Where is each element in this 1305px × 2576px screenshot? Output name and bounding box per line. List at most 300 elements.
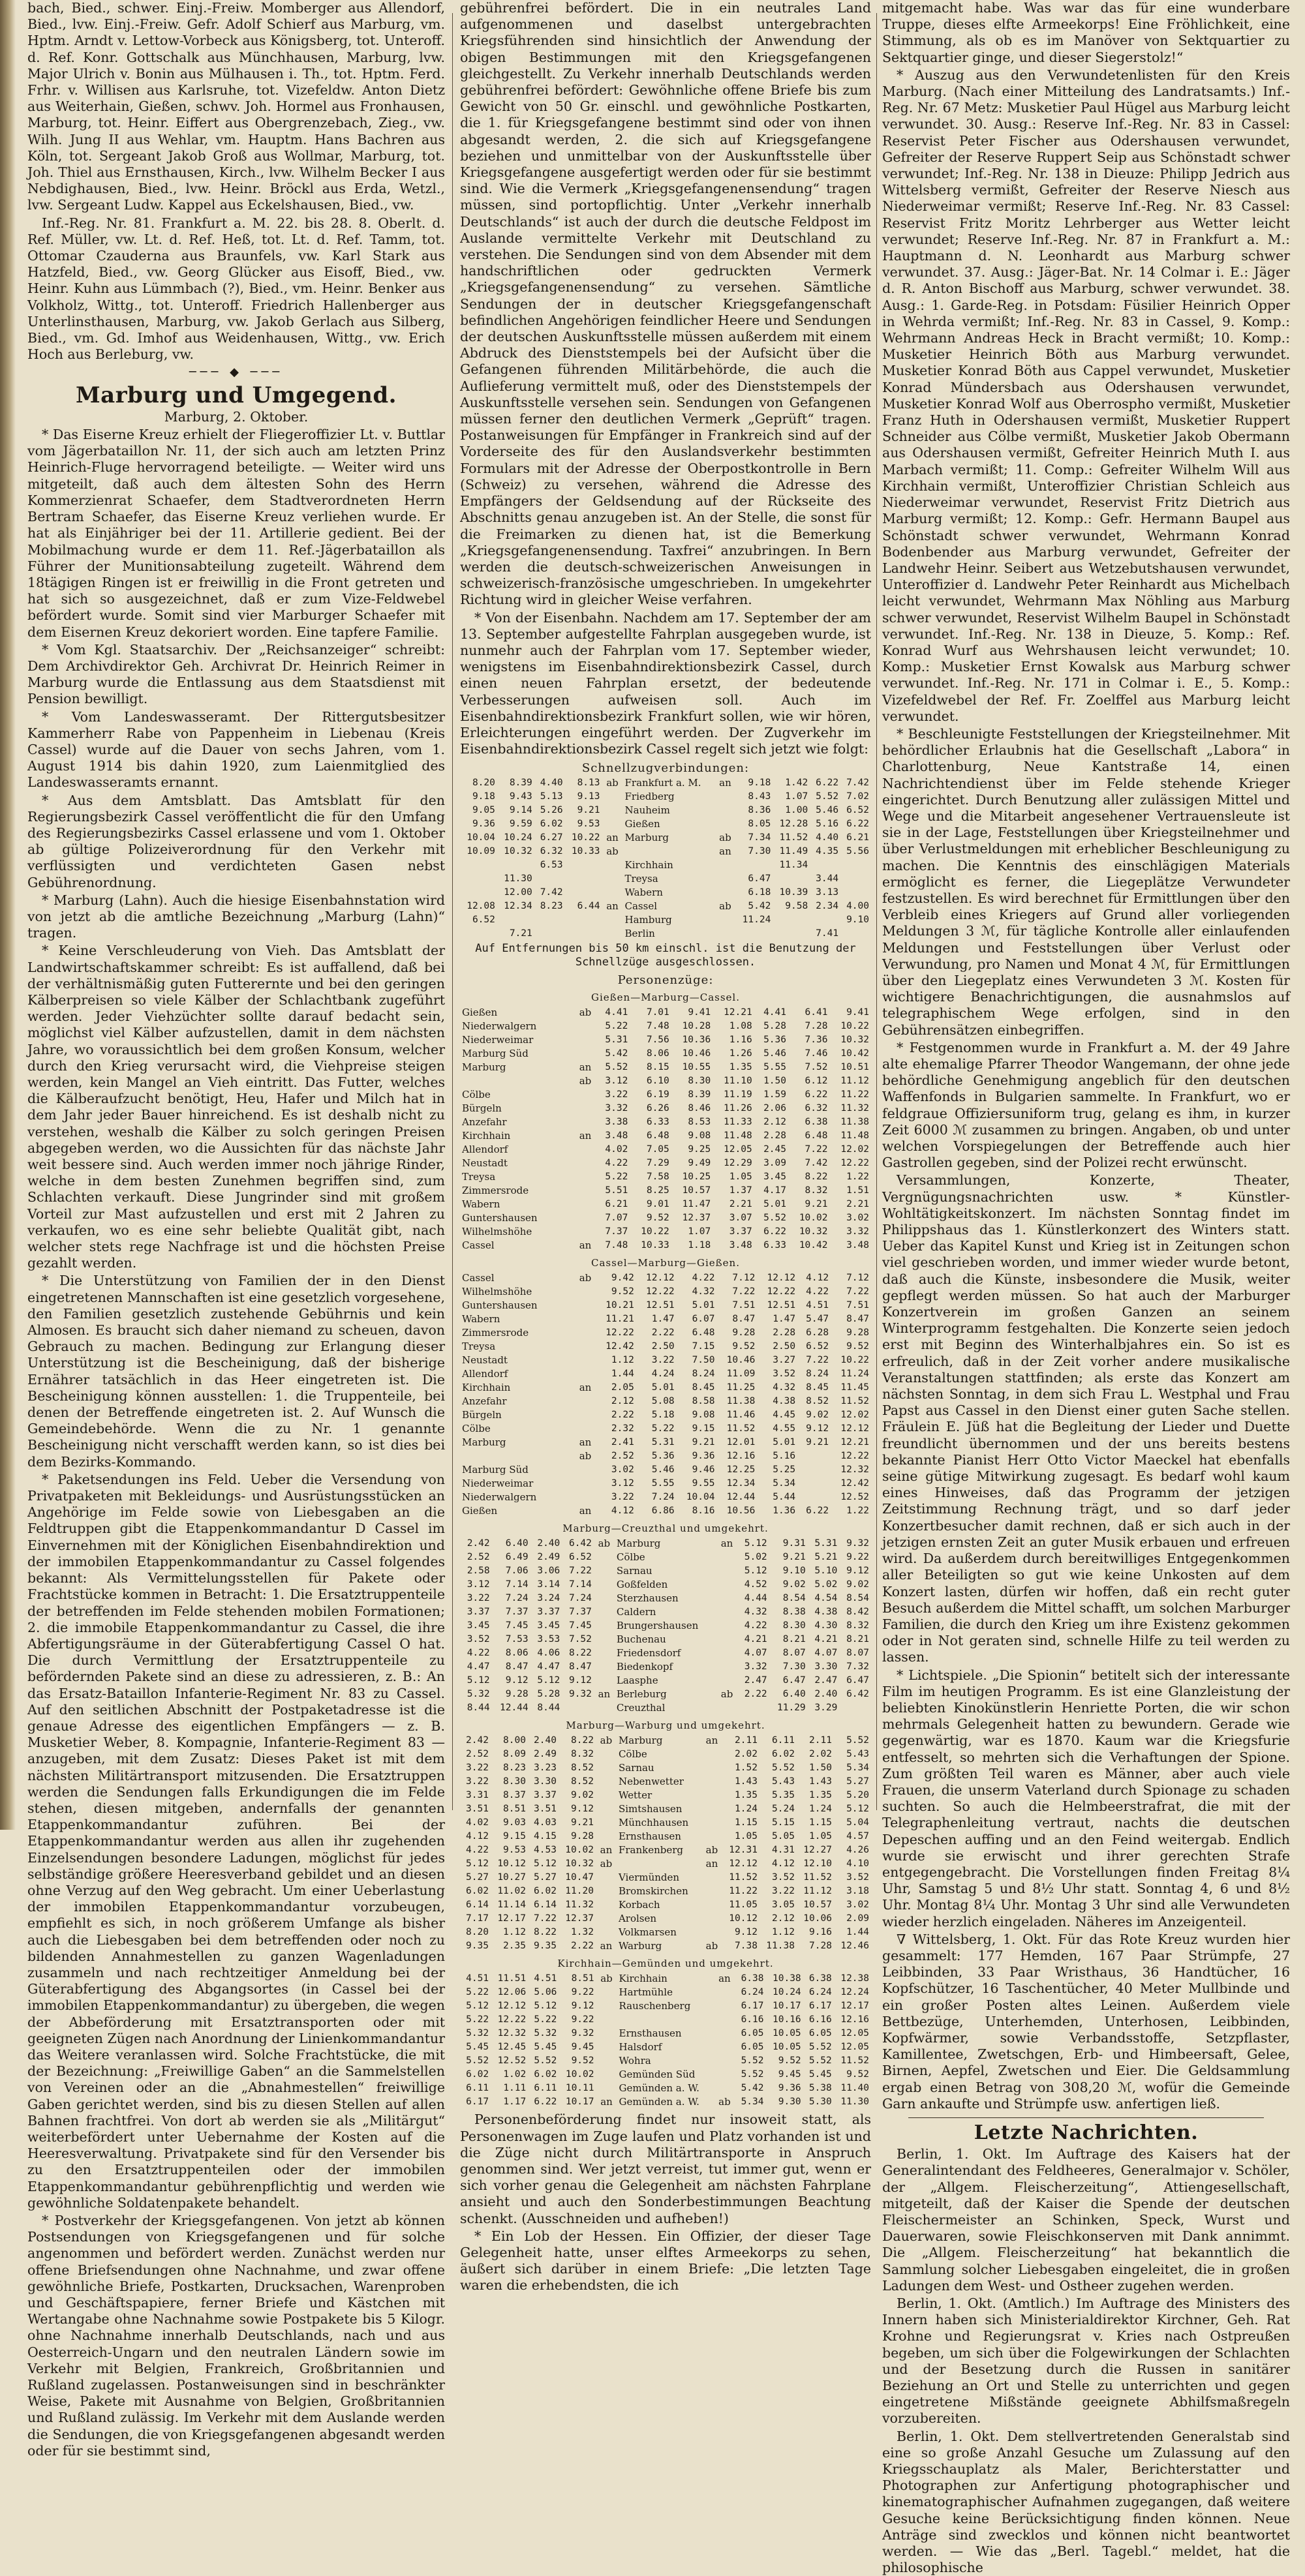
schedule-cell: 10.32 [565, 1858, 594, 1870]
schedule-cell: 5.05 [772, 1831, 795, 1842]
schedule-cell: 9.21 [577, 805, 600, 816]
schedule-cell: 8.06 [505, 1648, 529, 1659]
schedule-cell: 2.12 [763, 1117, 786, 1128]
schedule-cell: 2.49 [534, 1749, 557, 1760]
schedule-cell: 8.46 [688, 1103, 711, 1114]
schedule-cell: 1.42 [785, 778, 808, 789]
schedule-cell: 7.52 [805, 1062, 828, 1073]
schedule-cell: 9.10 [782, 1566, 806, 1577]
schedule-row [460, 1477, 871, 1491]
passenger-train-schedule [460, 973, 871, 2109]
schedule-cell: 6.22 [846, 819, 869, 830]
schedule-cell: an [719, 845, 731, 858]
schedule-cell [534, 913, 565, 927]
schedule-cell: 9.53 [503, 1845, 526, 1856]
schedule-cell: ab [719, 900, 731, 913]
schedule-cell: 9.21 [805, 1199, 828, 1210]
schedule-cell: 3.24 [537, 1593, 560, 1604]
schedule-cell: 5.12 [534, 2001, 557, 2012]
schedule-row [460, 831, 871, 845]
schedule-cell: 11.19 [724, 1089, 752, 1100]
schedule-cell: Anzefahr [462, 1116, 507, 1129]
schedule-cell [714, 790, 735, 804]
schedule-cell: 9.52 [846, 2069, 869, 2080]
schedule-cell: Allendorf [462, 1368, 508, 1380]
schedule-cell: 6.16 [741, 2014, 764, 2025]
schedule-cell [716, 1551, 737, 1564]
schedule-cell: 6.19 [646, 1089, 669, 1100]
schedule-cell [701, 1761, 722, 1775]
schedule-cell: 5.52 [816, 791, 839, 802]
schedule-cell: 3.37 [537, 1607, 560, 1618]
schedule-cell: 4.00 [846, 901, 869, 912]
schedule-cell: 12.10 [803, 1858, 832, 1870]
schedule-cell: 3.45 [537, 1620, 560, 1631]
schedule-cell: 1.15 [735, 1817, 758, 1828]
section-heading: Letzte Nachrichten. [974, 2121, 1199, 2144]
schedule-cell: 6.38 [805, 1117, 828, 1128]
schedule-row [460, 1898, 871, 1912]
schedule-cell: 5.18 [651, 1410, 675, 1421]
schedule-cell: 10.16 [773, 2014, 801, 2025]
schedule-row [460, 1061, 871, 1074]
schedule-cell: 4.21 [814, 1634, 838, 1645]
schedule-cell: 1.47 [651, 1314, 675, 1325]
schedule-row [460, 1033, 871, 1047]
schedule-cell: 7.46 [805, 1048, 828, 1059]
schedule-row [460, 1408, 871, 1422]
schedule-cell: 3.22 [651, 1355, 675, 1366]
schedule-cell: 12.31 [729, 1845, 758, 1856]
schedule-cell: 3.52 [467, 1634, 490, 1645]
schedule-cell: 12.12 [840, 1423, 869, 1434]
schedule-row [460, 1537, 871, 1551]
schedule-row [460, 1006, 871, 1020]
schedule-cell: 7.38 [735, 1941, 758, 1952]
schedule-cell [810, 858, 840, 872]
schedule-cell: 7.41 [816, 928, 839, 939]
schedule-cell: 9.45 [571, 2042, 594, 2053]
schedule-cell: 7.14 [505, 1579, 529, 1590]
schedule-cell: 1.17 [503, 2097, 527, 2108]
schedule-cell: 9.05 [472, 805, 495, 816]
schedule-cell: 2.28 [773, 1327, 796, 1339]
schedule-cell [594, 1701, 615, 1715]
schedule-cell [575, 1211, 596, 1225]
schedule-row [460, 1701, 871, 1715]
schedule-cell: 6.17 [741, 2001, 764, 2012]
schedule-cell [602, 927, 623, 941]
schedule-cell: 9.32 [571, 2028, 594, 2039]
schedule-cell: Marburg [618, 1735, 663, 1747]
schedule-cell: 5.22 [605, 1172, 628, 1183]
schedule-row [460, 1422, 871, 1436]
schedule-row [460, 1381, 871, 1395]
schedule-cell: 9.12 [568, 1675, 592, 1686]
schedule-cell: 8.47 [505, 1661, 529, 1673]
schedule-heading: Schnellzugverbindungen: [581, 761, 750, 776]
schedule-cell: 5.02 [814, 1579, 838, 1590]
schedule-cell: 2.42 [467, 1538, 490, 1549]
schedule-cell [716, 1619, 737, 1633]
schedule-cell [575, 1170, 596, 1184]
schedule-cell [594, 1592, 615, 1605]
schedule-row [460, 1802, 871, 1816]
schedule-cell: 5.22 [466, 1987, 489, 1998]
schedule-cell: 5.06 [534, 1987, 557, 1998]
schedule-cell: Treysa [462, 1341, 496, 1353]
schedule-row [460, 1972, 871, 1986]
schedule-cell [714, 858, 735, 872]
schedule-cell: 12.16 [726, 1451, 756, 1462]
schedule-row [460, 1871, 871, 1885]
schedule-row [460, 2040, 871, 2054]
schedule-cell: 5.45 [534, 2042, 557, 2053]
schedule-row [460, 1830, 871, 1843]
schedule-cell: 6.22 [806, 1506, 829, 1517]
schedule-cell: Sterzhausen [616, 1592, 679, 1605]
schedule-cell [701, 1802, 722, 1816]
schedule-cell: 7.42 [846, 778, 869, 789]
schedule-cell: 5.12 [744, 1538, 767, 1549]
schedule-cell [716, 1674, 737, 1688]
schedule-cell: 1.43 [735, 1776, 758, 1787]
schedule-cell: 3.14 [537, 1579, 560, 1590]
schedule-row [460, 1491, 871, 1504]
schedule-cell: 12.05 [840, 2042, 869, 2053]
schedule-cell: Cölbe [462, 1089, 491, 1101]
schedule-row [460, 1198, 871, 1211]
schedule-cell: 8.22 [571, 1735, 594, 1746]
schedule-cell: 5.32 [467, 1689, 490, 1700]
schedule-cell: 5.24 [772, 1804, 795, 1815]
schedule-cell: 11.46 [726, 1410, 756, 1421]
schedule-table [460, 1006, 871, 1252]
schedule-row [460, 1157, 871, 1170]
schedule-row [460, 1885, 871, 1898]
schedule-cell: 12.02 [840, 1410, 869, 1421]
schedule-cell [797, 1463, 831, 1477]
schedule-cell: 10.22 [641, 1226, 669, 1237]
schedule-cell: 5.16 [773, 1451, 796, 1462]
schedule-row [460, 1020, 871, 1033]
schedule-row [460, 1340, 871, 1354]
schedule-cell: 2.35 [503, 1941, 526, 1952]
schedule-cell: Hartmühle [619, 1986, 673, 1999]
schedule-cell: 7.48 [646, 1021, 669, 1032]
schedule-cell: 10.22 [840, 1021, 869, 1032]
schedule-cell [596, 1986, 617, 1999]
schedule-row [460, 1674, 871, 1688]
schedule-cell: 10.04 [686, 1492, 715, 1503]
schedule-cell: 2.09 [846, 1913, 869, 1924]
schedule-cell [596, 2013, 617, 2027]
schedule-cell: 12.22 [497, 2014, 527, 2025]
schedule-cell: 8.45 [806, 1382, 829, 1393]
schedule-cell: 5.38 [808, 2083, 832, 2094]
schedule-cell: 4.47 [467, 1661, 490, 1673]
schedule-row [460, 927, 871, 941]
schedule-cell: an [606, 832, 619, 844]
schedule-cell: an [600, 1844, 613, 1856]
schedule-cell [575, 1422, 596, 1436]
schedule-cell: 5.01 [651, 1382, 675, 1393]
schedule-cell: 9.52 [571, 2055, 594, 2067]
schedule-cell: 6.48 [805, 1130, 828, 1142]
schedule-cell: 3.22 [466, 1776, 489, 1787]
schedule-cell [460, 858, 497, 872]
schedule-cell: 8.22 [568, 1648, 592, 1659]
schedule-cell [575, 1299, 596, 1312]
schedule-cell: Wilhelmshöhe [462, 1286, 532, 1298]
schedule-cell [716, 1578, 737, 1592]
schedule-table [460, 1537, 871, 1715]
schedule-cell: 2.34 [816, 901, 839, 912]
schedule-cell: 10.32 [504, 846, 532, 857]
schedule-cell: 1.36 [773, 1506, 796, 1517]
schedule-cell: 9.58 [785, 901, 808, 912]
schedule-cell: 5.52 [772, 1763, 795, 1774]
schedule-cell: Friedberg [624, 791, 675, 803]
schedule-cell [716, 1605, 737, 1619]
schedule-cell: 9.28 [732, 1327, 756, 1339]
schedule-cell: 12.44 [726, 1492, 756, 1503]
schedule-cell [716, 1646, 737, 1660]
schedule-cell: 1.02 [503, 2069, 527, 2080]
schedule-cell [460, 872, 497, 886]
schedule-cell: 9.02 [782, 1579, 806, 1590]
schedule-cell: 11.22 [840, 1089, 869, 1100]
schedule-cell: 8.16 [692, 1506, 715, 1517]
schedule-cell: 5.52 [846, 1735, 869, 1746]
schedule-cell: 6.52 [472, 915, 495, 926]
schedule-cell [460, 1074, 575, 1088]
schedule-cell: 3.12 [467, 1579, 490, 1590]
schedule-cell: 12.08 [467, 901, 495, 912]
schedule-cell: 1.05 [809, 1831, 832, 1842]
schedule-cell: 7.24 [568, 1593, 592, 1604]
schedule-row [460, 1299, 871, 1312]
schedule-cell: 4.24 [651, 1369, 675, 1380]
schedule-row [460, 1115, 871, 1129]
schedule-cell: ab [606, 845, 619, 858]
schedule-cell: Bürgeln [462, 1102, 502, 1115]
schedule-cell: an [579, 1436, 592, 1449]
schedule-cell: 6.42 [846, 1689, 869, 1700]
schedule-cell [714, 927, 735, 941]
schedule-cell: 5.12 [534, 1858, 557, 1870]
schedule-cell: 5.56 [846, 846, 869, 857]
schedule-cell: 7.22 [806, 1355, 829, 1366]
schedule-cell: 12.22 [840, 1451, 869, 1462]
schedule-cell [575, 1143, 596, 1157]
schedule-cell: 3.29 [814, 1703, 838, 1714]
schedule-cell: 6.32 [805, 1103, 828, 1114]
schedule-cell: 12.22 [767, 1286, 796, 1297]
schedule-cell [714, 2082, 735, 2095]
schedule-cell: 12.51 [767, 1300, 796, 1311]
schedule-cell: 7.22 [846, 1286, 869, 1297]
schedule-cell: Kirchhain [624, 859, 673, 871]
schedule-cell: 7.36 [805, 1035, 828, 1046]
schedule-cell [701, 1830, 722, 1843]
schedule-cell: 9.01 [646, 1199, 669, 1210]
schedule-cell: 9.52 [846, 1341, 869, 1352]
schedule-cell: 3.51 [466, 1804, 489, 1815]
article-text: * Die Unterstützung von Familien der in den Dienst eingetretenen Mannschaften ist eine gesetzlich vorgesehene, den Familien gesetzlich zustehende Gebührnis und kein Almosen. Es braucht sich daher niemand zu scheuen, davon Gebrauch zu machen. Bedingung zur Erlangung dieser Unterstützung ist die Bescheinigung, daß der bisherige Ernährer tatsächlich in das Heer eingetreten ist. Die Bescheinigung können ausstellen: 1. die Truppenteile, bei denen der Betreffende eingetreten ist. 2. Auf Wunsch die Gemeindebehörde. Wenn die zu Nr. 1 genannte Bescheinigung nicht verschafft werden kann, so ist dies bei dem Bezirks-Kommando. [27, 1273, 445, 1470]
schedule-cell [716, 1701, 737, 1715]
schedule-cell: Guntershausen [462, 1212, 538, 1224]
schedule-cell [565, 886, 602, 900]
schedule-row [460, 913, 871, 927]
schedule-cell: 10.21 [606, 1300, 634, 1311]
schedule-cell: 6.26 [646, 1103, 669, 1114]
schedule-row [460, 1857, 871, 1871]
article-text: * Marburg (Lahn). Auch die hiesige Eisenbahnstation wird von jetzt ab die amtliche Bezeichnung „Marburg (Lahn)“ tragen. [27, 892, 445, 941]
schedule-cell: 7.42 [540, 887, 563, 898]
schedule-cell: 8.24 [806, 1369, 829, 1380]
schedule-cell: Warburg [618, 1940, 662, 1952]
schedule-cell: 11.40 [840, 2083, 869, 2094]
schedule-cell: 3.13 [816, 887, 839, 898]
schedule-row [460, 1761, 871, 1775]
schedule-cell: 6.16 [808, 2014, 832, 2025]
schedule-cell: 6.02 [466, 2069, 489, 2080]
schedule-row [460, 2095, 871, 2109]
schedule-cell: 7.29 [646, 1158, 669, 1169]
schedule-cell: Berleburg [616, 1688, 667, 1701]
schedule-cell [596, 2068, 617, 2082]
schedule-cell: 10.24 [773, 1987, 801, 1998]
article-text: * Beschleunigte Feststellungen der Kriegsteilnehmer. Mit behördlicher Erlaubnis hat die Gesellschaft „Labora“ in Charlottenburg, Neue Kantstraße 14, einen Nachrichtendienst über im Felde stehende Krieger eingerichtet. Durch Benutzung aller zulässigen Mittel und Wege und die Mitarbeit angesehener Vertrauensleute ist sie in der Lage, Feststellungen über Kriegsteilnehmer und über Verlustmeldungen mit erheblicher Beschleunigung zu machen. Die Kenntnis des einschlägigen Materials ermöglicht es ferner, die Liegeplätze Verwundeter festzustellen. Es wird berechnet für Ermittlungen über den Verbleib eines Kriegers auf Grund aller vorliegenden Meldungen 3 ℳ, für tägliche Kontrolle aller einlaufenden Meldungen und Feststellungen über Verlust oder Verwundung, pro Namen und Monat 4 ℳ, für Ermittlungen über den Liegeplatz eines Verwundeten 3 ℳ. Kosten für wichtigere Benachrichtigungen, die ausnahmslos auf telegraphischem Wege erfolgen, sind in den Gebührensätzen einbegriffen. [882, 725, 1290, 1038]
schedule-cell: 10.17 [773, 2001, 801, 2012]
schedule-cell: Gießen [624, 818, 660, 830]
schedule-cell: 10.39 [779, 887, 808, 898]
schedule-cell: Guntershausen [462, 1299, 538, 1312]
schedule-cell: 5.42 [605, 1048, 628, 1059]
schedule-cell: Creuzthal [616, 1702, 666, 1714]
schedule-cell [594, 1619, 615, 1633]
schedule-cell: Niederweimar [462, 1477, 534, 1490]
schedule-cell: 4.02 [466, 1817, 489, 1828]
schedule-cell: 5.35 [772, 1790, 795, 1801]
schedule-cell: 5.21 [814, 1552, 838, 1563]
schedule-cell: 9.59 [509, 819, 532, 830]
schedule-cell: Friedensdorf [616, 1647, 681, 1659]
schedule-cell: 7.30 [748, 846, 771, 857]
article-text: Versammlungen, Konzerte, Theater, Vergnügungsnachrichten usw. * Künstler-Wohltätigkeitskonzert. Im nächsten Sonntag findet im Philippshaus das 1. Künstlerkonzert des Winters statt. Ueber das Kapitel Kunst und Krieg ist in Zeitungen schon viel geschrieben worden, und immer wieder wurde betont, daß auch die Künste, insbesondere die Musik, weiter gepflegt werden müssen. So hat auch der Marburger Konzertverein im großen Ganzen an seinem Winterprogramm festgehalten. Die Konzerte seien jedoch erst mit Beginn des Winterhalbjahres ein. So ist es erfreulich, daß in der Zeit vorher andere musikalische Veranstaltungen stattfinden; als erste das Konzert am nächsten Sonntag, in dem sich Frau L. Westphal und Frau Papst aus Cassel in den Dienst einer guten Sache stellen. Fräulein E. Jüß hat die Begleitung der Lieder und Duette freundlicht übernommen und der uns bereits bestens bekannte Pianist Herr Otto Victor Maeckel hat ebenfalls seine gütige Mitwirkung zugesagt. Es bedarf wohl kaum eines Hinweises, daß das Programm der jetzigen Zeitstimmung Rechnung trägt, und so darf jeder Konzertbesucher damit rechnen, daß er sich auch in der jetzigen ernsten Zeit an guter Musik erbauen und erfreuen wird. Da außerdem durch bereitwilliges Entgegenkommen aller Beteiligten so gut wie keine Unkosten auf dem Konzert lasten, dürfen wir hoffen, daß ein recht guter Besuch außerdem die Mittel schafft, um solchen Marburger Familien, die durch den Krieg um ihre Existenz gekommen oder in Not geraten sind, schnelle Hilfe zu teil werden zu lassen. [882, 1172, 1290, 1665]
schedule-cell: Halsdorf [619, 2041, 662, 2053]
schedule-cell: 11.24 [742, 915, 771, 926]
schedule-row [460, 1285, 871, 1299]
article-text: gebührenfrei befördert. Die in ein neutrales Land aufgenommenen und daselbst untergebrachten Kriegsführenden sind hinsichtlich der Anwendung der obigen Bestimmungen mit den Kriegsgefangenen gleichgestellt. Zu Verkehr innerhalb Deutschlands werden gebührenfrei befördert: Gewöhnliche offene Briefe bis zum Gewicht von 50 Gr. einschl. und gewöhnliche Postkarten, die 1. für Kriegsgefangene bestimmt sind oder von ihnen abgesandt werden, 2. die sich auf Kriegsgefangene beziehen und unmittelbar von der Auskunftsstelle über Kriegsgefangene ausgefertigt werden oder für sie bestimmt sind. Wie die Vermerk „Kriegsgefangenensendung“ tragen müssen, sind portopflichtig. Unter „Verkehr innerhalb Deutschlands“ ist auch der durch die deutsche Feldpost im Auslande vermittelte Verkehr mit Deutschland zu verstehen. Die Sendungen sind von dem Absender mit dem handschriftlichen oder gedruckten Vermerk „Kriegsgefangenensendung“ zu versehen. Sämtliche Sendungen der in deutscher Kriegsgefangenschaft befindlichen Angehörigen feindlicher Heere und Sendungen der deutschen Auskunftsstelle müssen außerdem mit einem Abdruck des Dienststempels bei der Aufsicht über die Gefangenen führenden Militärbehörde, die auch die Auflieferung vermittelt muß, oder des Dienststempels der Auskunftsstelle versehen sein. Sendungen von Gefangenen müssen ferner den deutlichen Vermerk „Geprüft“ tragen. Postanweisungen für Empfänger in Frankreich sind auf der Vorderseite des für den Auslandsverkehr bestimmten Formulars mit der Adresse der Oberpostkontrolle in Bern (Schweiz) zu versehen, während die Adresse des Empfängers der Geldsendung auf der Rückseite des Abschnitts genau anzugeben ist. An der Stelle, die sonst für die Freimarken zu dienen hat, ist die Bemerkung „Kriegsgefangenensendung. Taxfrei“ anzubringen. In Bern werden die deutsch-schweizerischen Anweisungen in schweizerisch-französische umgeschrieben. In umgekehrter Richtung wird in gleicher Weise verfahren. [460, 0, 871, 608]
schedule-cell: 4.02 [605, 1144, 628, 1155]
schedule-cell: 3.22 [605, 1089, 628, 1100]
schedule-cell: 5.01 [773, 1437, 796, 1448]
schedule-cell: 8.05 [748, 819, 771, 830]
schedule-cell: an [705, 1735, 718, 1747]
schedule-cell: 10.38 [773, 1973, 801, 1984]
schedule-cell [497, 913, 534, 927]
schedule-cell: 3.23 [534, 1763, 557, 1774]
schedule-row [460, 1088, 871, 1102]
schedule-cell: 1.05 [735, 1831, 758, 1842]
schedule-cell: 6.47 [782, 1675, 806, 1686]
schedule-cell: 7.51 [732, 1300, 756, 1311]
schedule-cell [575, 1198, 596, 1211]
schedule-cell: Treysa [624, 873, 658, 885]
schedule-cell: 1.35 [809, 1790, 832, 1801]
schedule-cell: 11.49 [779, 846, 808, 857]
schedule-cell [497, 858, 534, 872]
schedule-cell [596, 1871, 617, 1885]
schedule-cell [840, 886, 871, 900]
schedule-cell: 4.15 [534, 1831, 557, 1842]
schedule-cell: 4.54 [814, 1593, 838, 1604]
schedule-row [460, 900, 871, 913]
schedule-row [460, 1312, 871, 1326]
schedule-cell: 7.34 [748, 832, 771, 843]
schedule-cell: 9.28 [505, 1689, 529, 1700]
schedule-cell: 5.55 [651, 1478, 675, 1489]
schedule-cell: 6.52 [846, 805, 869, 816]
schedule-cell: 7.37 [505, 1607, 529, 1618]
schedule-cell: 8.47 [732, 1314, 756, 1325]
schedule-cell: 7.05 [646, 1144, 669, 1155]
schedule-cell: 4.22 [692, 1273, 715, 1284]
schedule-cell: 10.36 [682, 1035, 711, 1046]
schedule-cell: 12.52 [497, 2055, 527, 2067]
schedule-cell: 8.58 [692, 1396, 715, 1407]
schedule-cell: 6.48 [692, 1327, 715, 1339]
schedule-cell: Wabern [462, 1198, 500, 1211]
schedule-cell: 6.48 [646, 1130, 669, 1142]
schedule-cell: 3.02 [846, 1213, 869, 1224]
schedule-cell: 8.39 [509, 778, 532, 789]
schedule-cell: 5.12 [744, 1566, 767, 1577]
schedule-cell: 8.30 [503, 1776, 526, 1787]
schedule-cell: 5.28 [537, 1689, 560, 1700]
schedule-cell: Marburg [624, 832, 669, 844]
schedule-cell: an [600, 1940, 613, 1952]
schedule-cell: 12.32 [840, 1464, 869, 1476]
schedule-row [460, 2068, 871, 2082]
schedule-row [460, 1211, 871, 1225]
schedule-cell: 2.52 [467, 1552, 490, 1563]
schedule-row [460, 1605, 871, 1619]
schedule-row [460, 1239, 871, 1252]
schedule-cell [714, 886, 735, 900]
schedule-cell: 8.30 [782, 1620, 806, 1631]
schedule-cell: Rauschenberg [619, 2000, 691, 2012]
schedule-cell: 3.22 [467, 1593, 490, 1604]
schedule-cell: an [579, 1505, 592, 1517]
schedule-cell: 11.48 [840, 1130, 869, 1142]
schedule-cell [714, 2027, 735, 2040]
schedule-cell: 9.21 [692, 1437, 715, 1448]
schedule-cell: 6.11 [466, 2083, 489, 2094]
schedule-cell [701, 1885, 722, 1898]
article-text: Berlin, 1. Okt. Dem stellvertretenden Generalstab sind eine so große Anzahl Gesuche um Zulassung auf den Kriegsschauplatz als Maler, Berichterstatter und Photographen zur Anfertigung photographischer und kinematographischer Aufnahmen zugegangen, daß weitere Gesuche keine Berücksichtigung finden können. Neue Anträge sind zwecklos und können nicht beantwortet werden. — Wie das „Berl. Tagebl.“ meldet, hat die philosophische [882, 2428, 1290, 2576]
schedule-cell: 10.22 [840, 1355, 869, 1366]
schedule-cell: 3.53 [537, 1634, 560, 1645]
schedule-cell: ab [705, 1844, 718, 1856]
schedule-cell: 5.52 [741, 2055, 764, 2067]
schedule-cell: 3.02 [846, 1900, 869, 1911]
schedule-cell: 1.35 [729, 1062, 752, 1073]
schedule-cell: 1.44 [611, 1369, 634, 1380]
schedule-cell: 6.21 [846, 832, 869, 843]
